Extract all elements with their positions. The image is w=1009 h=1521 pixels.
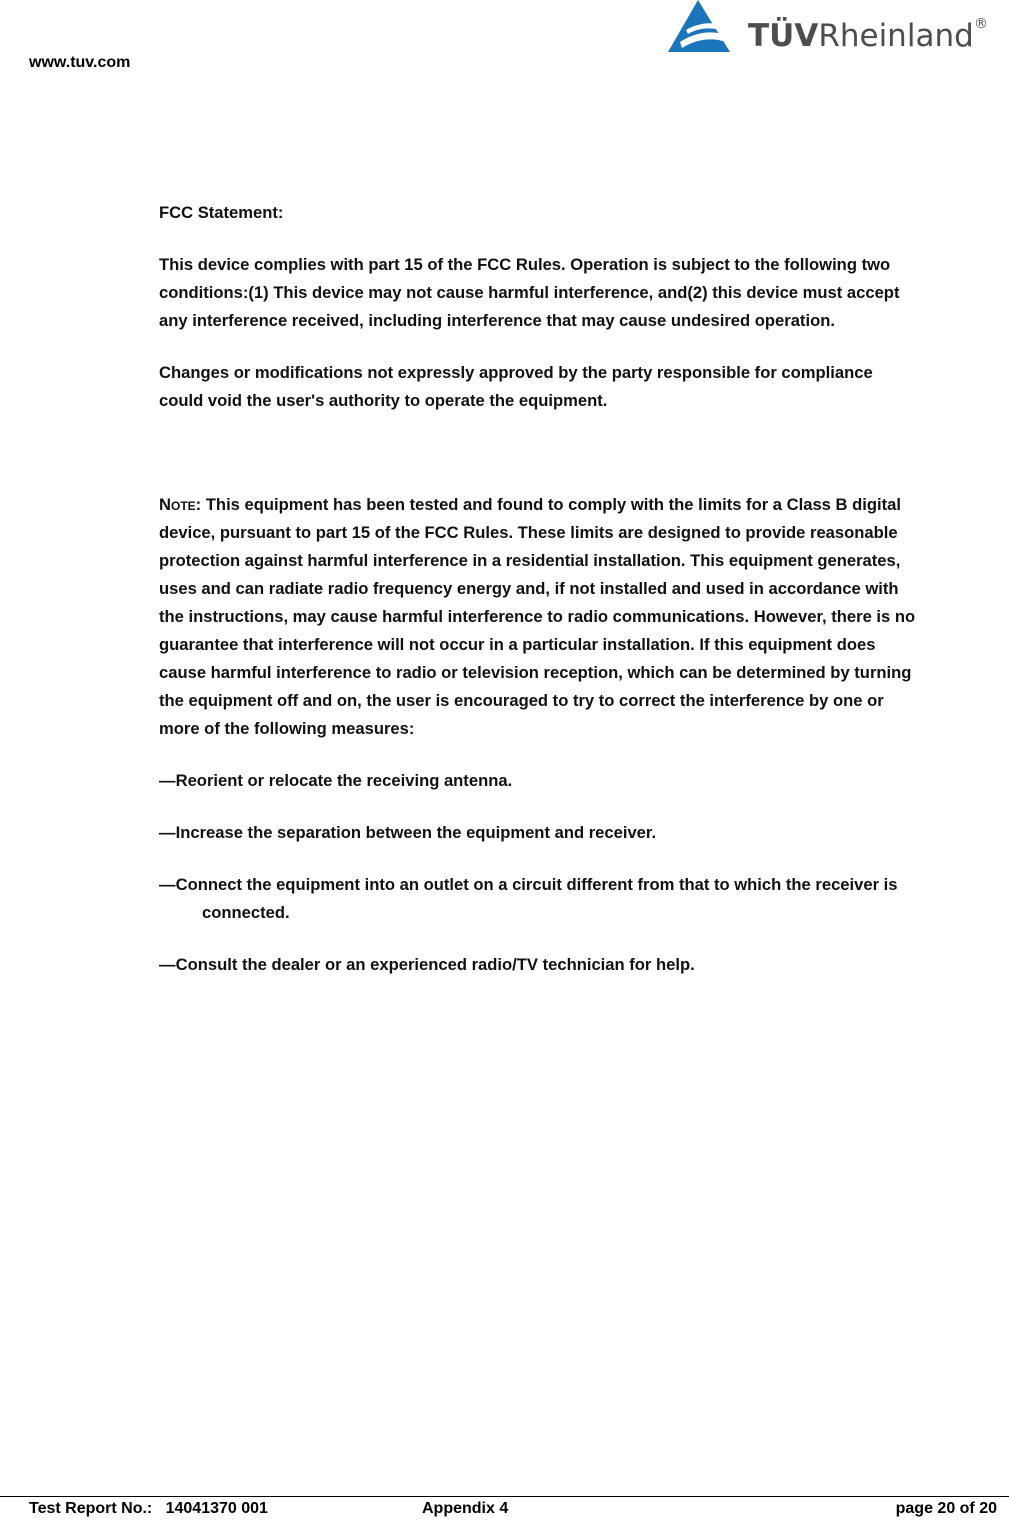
measure-item: —Consult the dealer or an experienced radio/TV technician for help. <box>159 955 695 974</box>
svg-text:TÜVRheinland: TÜVRheinland <box>748 18 974 54</box>
report-number: Test Report No.: 14041370 001 <box>29 1500 268 1517</box>
appendix-label: Appendix 4 <box>422 1500 509 1517</box>
footer-divider <box>0 1496 1009 1497</box>
fcc-statement-body <box>159 199 919 1003</box>
svg-text:®: ® <box>974 16 988 32</box>
fcc-note-paragraph <box>159 491 919 743</box>
note-label: Note: <box>159 495 202 514</box>
fcc-compliance-paragraph: This device complies with part 15 of the FCC Rules. Operation is subject to the following two conditions:(1) This device may not cause harmful interference, and(2) this device must accept any interference received, including interference that may cause undesired operation. <box>159 255 900 330</box>
tuv-triangle-icon <box>668 0 998 60</box>
fcc-heading: FCC Statement: <box>159 203 284 222</box>
measure-item: —Increase the separation between the equipment and receiver. <box>159 823 657 842</box>
fcc-modifications-paragraph: Changes or modifications not expressly approved by the party responsible for compliance could void the user's authority to operate the equipment. <box>159 363 873 410</box>
note-text: This equipment has been tested and found to comply with the limits for a Class B digital device, pursuant to part 15 of the FCC Rules. These limits are designed to provide reasonable protection against harmful interference in a residential installation. This equipment generates, uses and can radiate radio frequency energy and, if not installed and used in accordance with the instructions, may cause harmful interference to radio communications. However, there is no guarantee that interference will not occur in a particular installation. If this equipment does cause harmful interference to radio or television reception, which can be determined by turning the equipment off and on, the user is encouraged to try to correct the interference by one or more of the following measures: <box>159 495 916 738</box>
page-number: page 20 of 20 <box>895 1500 997 1517</box>
tuv-rheinland-logo <box>668 0 998 60</box>
measure-item: —Connect the equipment into an outlet on a circuit different from that to which the receiver is connected. <box>159 875 898 922</box>
measure-item: —Reorient or relocate the receiving antenna. <box>159 771 513 790</box>
site-url: www.tuv.com <box>29 54 131 71</box>
